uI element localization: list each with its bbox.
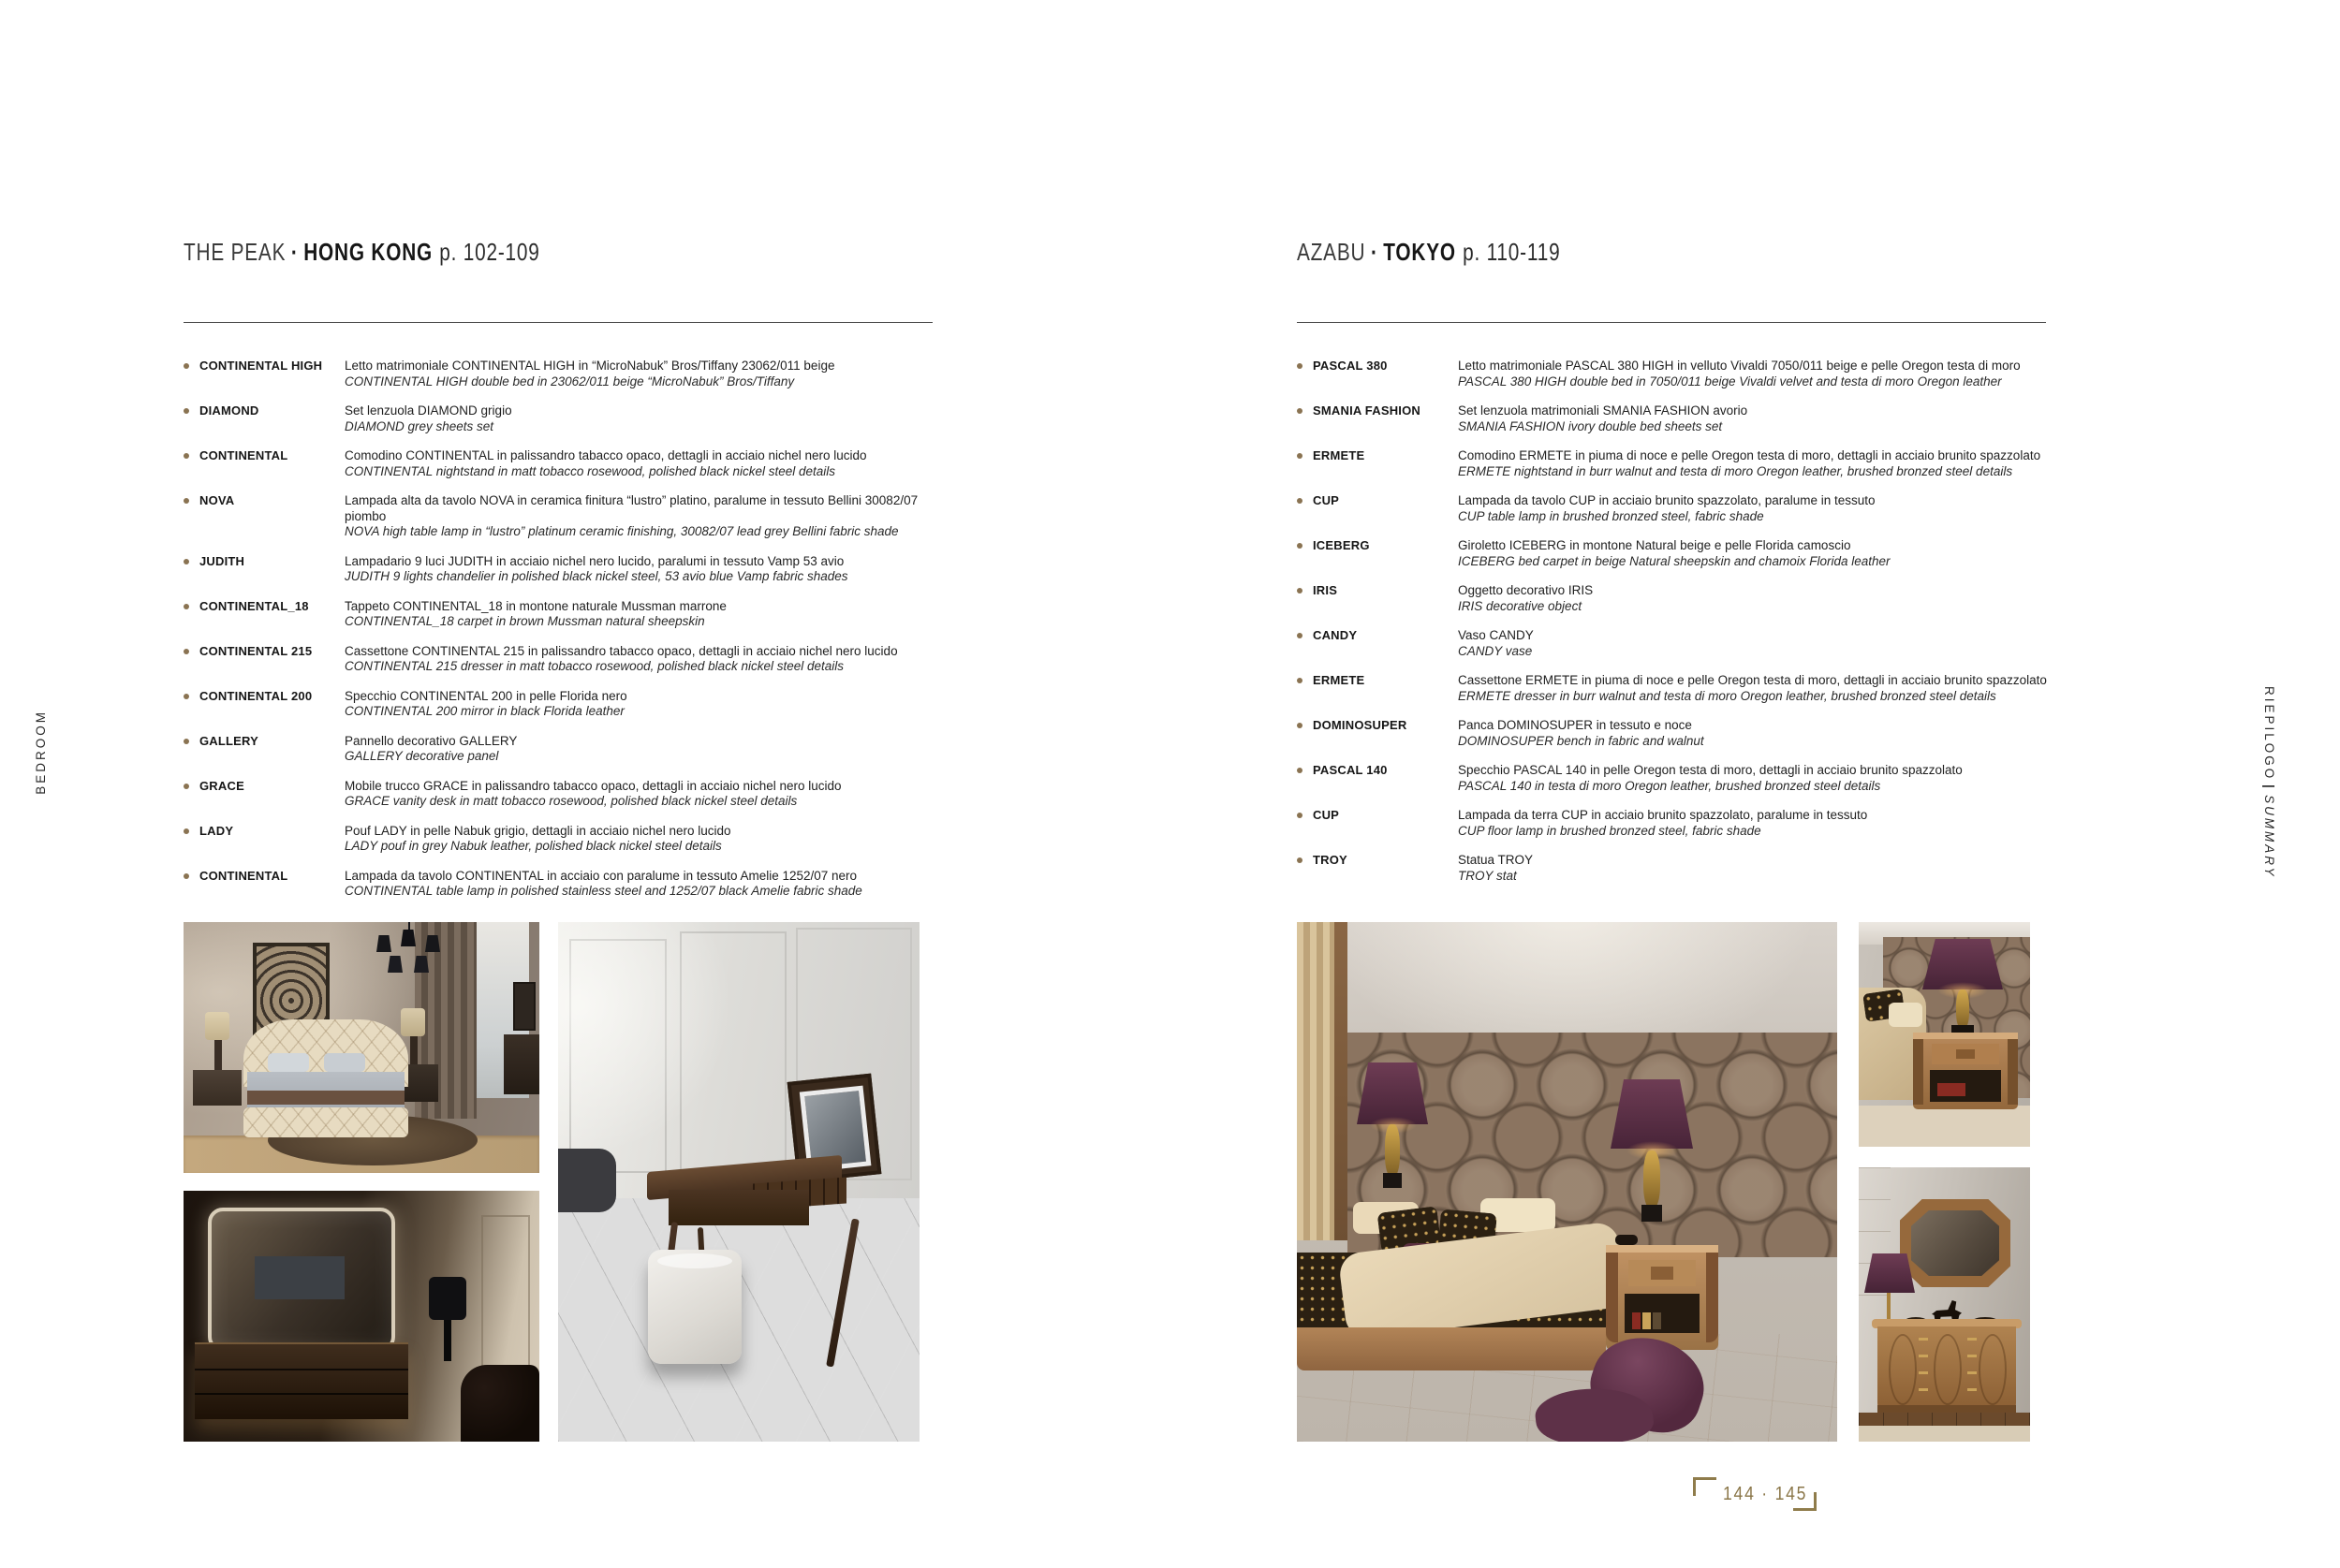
description-english: ICEBERG bed carpet in beige Natural sheepskin and chamoix Florida leather: [1458, 553, 1891, 568]
side-panel: [1606, 1253, 1618, 1342]
bullet-icon: [184, 559, 189, 564]
product-description: [345, 734, 944, 765]
summary-divider: |: [2262, 784, 2276, 792]
catalog-item: [184, 403, 944, 434]
description-italian: Giroletto ICEBERG in montone Natural beige e pelle Florida camoscio: [1458, 538, 1851, 552]
catalog-item: [184, 824, 944, 855]
book: [1642, 1312, 1651, 1329]
product-code: CONTINENTAL 200: [199, 688, 313, 703]
bullet-icon: [184, 649, 189, 654]
open-shelf: [1625, 1294, 1700, 1333]
catalog-item: [184, 644, 944, 675]
catalog-item: [1297, 718, 2057, 749]
bed: [1297, 1189, 1606, 1371]
description-english: DOMINOSUPER bench in fabric and walnut: [1458, 733, 1704, 748]
bullet-icon: [184, 363, 189, 369]
pillow: [1889, 1003, 1922, 1027]
catalog-item: [184, 689, 944, 720]
description-italian: Pouf LADY in pelle Nabuk grigio, dettagli in acciaio nichel nero lucido: [345, 823, 731, 838]
purple-lamp-shade: [1357, 1062, 1428, 1124]
description-italian: Specchio PASCAL 140 in pelle Oregon testa di moro, dettagli in acciaio brunito spazzolato: [1458, 763, 1963, 777]
catalog-item: [1297, 583, 2057, 614]
bullet-icon: [1297, 588, 1302, 593]
dresser: [195, 1342, 408, 1419]
octagonal-mirror: [1900, 1199, 2010, 1287]
bullet-icon: [184, 604, 189, 609]
bullet-icon: [184, 784, 189, 789]
catalog-item: [1297, 808, 2057, 839]
product-description: [1458, 403, 2057, 434]
description-italian: Specchio CONTINENTAL 200 in pelle Florida nero: [345, 688, 627, 703]
description-italian: Comodino CONTINENTAL in palissandro tabacco opaco, dettagli in acciaio nichel nero lucido: [345, 448, 867, 462]
marquetry-oval: [1889, 1334, 1917, 1405]
catalog-item: [1297, 763, 2057, 794]
product-description: [1458, 673, 2057, 704]
catalog-item: [1297, 673, 2057, 704]
bullet-icon: [184, 873, 189, 879]
dark-ottoman: [558, 1149, 616, 1212]
bullet-icon: [184, 408, 189, 414]
product-description: [345, 689, 944, 720]
description-english: CANDY vase: [1458, 643, 1533, 658]
brass-lamp-body: [1956, 989, 1969, 1029]
page-range: p. 110-119: [1463, 238, 1561, 266]
product-code: CONTINENTAL_18: [199, 598, 309, 613]
venue-name: AZABU: [1297, 238, 1366, 266]
bullet-icon: [1297, 723, 1302, 728]
plinth: [1877, 1405, 2016, 1413]
photo-nightstand-ermete: [1859, 922, 2030, 1147]
city-name: TOKYO: [1383, 238, 1456, 266]
lamp-base: [1383, 1173, 1402, 1188]
nightstand-top: [1606, 1245, 1718, 1253]
framed-picture: [513, 982, 536, 1031]
catalog-item: [184, 493, 944, 540]
title-dot: ·: [290, 238, 299, 266]
dresser: [1877, 1326, 2016, 1413]
description-english: CONTINENTAL table lamp in polished stainless steel and 1252/07 black Amelie fabric shade: [345, 884, 862, 898]
header-rule-right: [1297, 322, 2046, 323]
catalog-item: [1297, 493, 2057, 524]
section-label-bedroom: BEDROOM: [34, 710, 48, 795]
purple-lamp-shade: [1864, 1253, 1915, 1293]
description-english: CONTINENTAL nightstand in matt tobacco rosewood, polished black nickel steel details: [345, 463, 836, 478]
product-description: [1458, 853, 2057, 884]
bullet-icon: [1297, 408, 1302, 414]
description-italian: Cassettone ERMETE in piuma di noce e pelle Oregon testa di moro, dettagli in acciaio brunito spazzolato: [1458, 673, 2047, 687]
description-italian: Letto matrimoniale PASCAL 380 HIGH in velluto Vivaldi 7050/011 beige e pelle Oregon testa di moro: [1458, 359, 2021, 373]
brass-lamp-body: [1385, 1124, 1400, 1177]
pouf-top-highlight: [657, 1253, 732, 1268]
bracket-top-left-icon: [1693, 1477, 1716, 1496]
section-label-summary: [2262, 686, 2276, 879]
description-italian: Lampada da tavolo CONTINENTAL in acciaio con paralume in tessuto Amelie 1252/07 nero: [345, 868, 858, 883]
product-description: [345, 554, 944, 585]
description-english: ERMETE dresser in burr walnut and testa di moro Oregon leather, brushed bronzed steel details: [1458, 688, 1996, 703]
product-description: [345, 869, 944, 900]
title-dot: ·: [1370, 238, 1378, 266]
description-italian: Cassettone CONTINENTAL 215 in palissandro tabacco opaco, dettagli in acciaio nichel nero lucido: [345, 643, 898, 658]
page-title-right: [1297, 238, 1560, 267]
drawer-handles: [1967, 1338, 1977, 1341]
description-italian: Statua TROY: [1458, 853, 1534, 867]
description-english: CONTINENTAL_18 carpet in brown Mussman natural sheepskin: [345, 614, 705, 628]
nightstand: [1606, 1245, 1718, 1350]
throw-blanket: [247, 1091, 405, 1105]
description-italian: Pannello decorativo GALLERY: [345, 733, 518, 748]
product-code: JUDITH: [199, 553, 245, 568]
marquetry: [1956, 1049, 1975, 1059]
nightstand-top: [1913, 1033, 2018, 1039]
bullet-icon: [1297, 678, 1302, 683]
book: [1632, 1312, 1641, 1329]
catalog-item: [1297, 538, 2057, 569]
product-code: PASCAL 380: [1313, 359, 1388, 373]
product-description: [345, 644, 944, 675]
side-panel: [2008, 1039, 2018, 1105]
photo-bedroom-pascal: [1297, 922, 1837, 1442]
chandelier-shade: [376, 935, 391, 952]
bullet-icon: [1297, 543, 1302, 549]
description-english: TROY stat: [1458, 868, 1517, 883]
description-english: PASCAL 140 in testa di moro Oregon leather, brushed bronzed steel details: [1458, 778, 1881, 793]
product-code: CUP: [1313, 808, 1340, 822]
pillow: [324, 1053, 365, 1072]
product-description: [345, 779, 944, 810]
description-english: PASCAL 380 HIGH double bed in 7050/011 beige Vivaldi velvet and testa di moro Oregon leather: [1458, 374, 2002, 388]
product-code: LADY: [199, 823, 234, 838]
product-code: DIAMOND: [199, 403, 259, 418]
product-description: [1458, 359, 2057, 389]
product-code: PASCAL 140: [1313, 763, 1388, 777]
product-code: DOMINOSUPER: [1313, 718, 1407, 732]
marquetry: [1651, 1267, 1673, 1280]
product-description: [1458, 493, 2057, 524]
product-code: IRIS: [1313, 583, 1338, 597]
description-italian: Set lenzuola matrimoniali SMANIA FASHION avorio: [1458, 403, 1748, 418]
dark-bed-corner: [461, 1365, 539, 1442]
description-italian: Mobile trucco GRACE in palissandro tabacco opaco, dettagli in acciaio nichel nero lucido: [345, 778, 842, 793]
product-description: [1458, 718, 2057, 749]
description-english: NOVA high table lamp in “lustro” platinum ceramic finishing, 30082/07 lead grey Bellini fabric shade: [345, 524, 899, 538]
product-code: GRACE: [199, 778, 244, 793]
vanity-drawer: [669, 1190, 809, 1225]
page-numbers: 144 · 145: [1723, 1484, 1808, 1504]
catalog-item: [184, 599, 944, 630]
description-italian: Lampada da terra CUP in acciaio brunito spazzolato, paralume in tessuto: [1458, 808, 1868, 822]
description-italian: Panca DOMINOSUPER in tessuto e noce: [1458, 718, 1692, 732]
drawer-line: [195, 1393, 408, 1395]
bullet-icon: [1297, 363, 1302, 369]
photo-bedroom-continental: [184, 922, 539, 1173]
black-lamp-shade: [429, 1277, 466, 1320]
purple-lamp-shade: [1611, 1079, 1693, 1149]
mirror-glass: [1911, 1210, 1999, 1276]
product-code: ICEBERG: [1313, 538, 1370, 552]
bullet-icon: [184, 739, 189, 744]
product-code: CONTINENTAL: [199, 868, 288, 883]
book: [1653, 1312, 1661, 1329]
bed: [243, 1019, 408, 1137]
product-description: [1458, 583, 2057, 614]
header-rule-left: [184, 322, 933, 323]
bullet-icon: [1297, 857, 1302, 863]
floor: [1859, 1106, 2030, 1147]
description-english: SMANIA FASHION ivory double bed sheets set: [1458, 418, 1723, 433]
decor-object: [1615, 1235, 1638, 1245]
description-english: ERMETE nightstand in burr walnut and testa di moro Oregon leather, brushed bronzed steel details: [1458, 463, 2013, 478]
books: [1937, 1083, 1965, 1096]
product-description: [1458, 808, 2057, 839]
drawer: [1628, 1260, 1696, 1286]
bullet-icon: [1297, 633, 1302, 638]
catalog-item: [184, 359, 944, 389]
drawer-line: [195, 1369, 408, 1370]
bullet-icon: [1297, 498, 1302, 504]
description-italian: Vaso CANDY: [1458, 628, 1534, 642]
chandelier-shade: [414, 956, 429, 973]
bullet-icon: [1297, 813, 1302, 818]
tv-reflection: [255, 1256, 345, 1299]
pillow: [268, 1053, 309, 1072]
product-description: [345, 599, 944, 630]
description-english: CONTINENTAL 215 dresser in matt tobacco rosewood, polished black nickel steel details: [345, 659, 844, 673]
marquetry-oval: [1934, 1334, 1962, 1405]
page-title-left: [184, 238, 540, 267]
lamp-stem: [410, 1036, 418, 1064]
catalog-item: [184, 554, 944, 585]
footboard: [243, 1107, 408, 1137]
bullet-icon: [184, 453, 189, 459]
lamp-base: [1641, 1205, 1662, 1222]
product-code: CANDY: [1313, 628, 1358, 642]
product-description: [1458, 763, 2057, 794]
description-english: CONTINENTAL HIGH double bed in 23062/011 beige “MicroNabuk” Bros/Tiffany: [345, 374, 795, 388]
product-list-left: [184, 359, 944, 914]
product-description: [1458, 628, 2057, 659]
catalog-item: [184, 448, 944, 479]
bullet-icon: [184, 498, 189, 504]
chandelier-shade: [401, 930, 416, 946]
brass-lamp-body: [1643, 1150, 1660, 1209]
catalog-item: [1297, 403, 2057, 434]
backlit-mirror: [208, 1208, 395, 1352]
product-code: CONTINENTAL HIGH: [199, 359, 323, 373]
lamp-stem: [214, 1040, 222, 1070]
venue-name: THE PEAK: [184, 238, 287, 266]
product-description: [345, 824, 944, 855]
description-italian: Lampada da tavolo CUP in acciaio brunito spazzolato, paralume in tessuto: [1458, 493, 1876, 507]
catalog-item: [184, 734, 944, 765]
catalog-item: [184, 869, 944, 900]
page-number-marker: [1693, 1473, 1833, 1522]
catalog-item: [1297, 628, 2057, 659]
description-english: CUP floor lamp in brushed bronzed steel, fabric shade: [1458, 823, 1761, 838]
description-english: GRACE vanity desk in matt tobacco rosewood, polished black nickel steel details: [345, 794, 798, 808]
sideboard: [504, 1034, 539, 1094]
summary-label-it: RIEPILOGO: [2262, 686, 2276, 782]
city-name: HONG KONG: [303, 238, 433, 266]
drawer: [1932, 1044, 1999, 1064]
description-english: GALLERY decorative panel: [345, 749, 499, 763]
table-lamp: [205, 1012, 229, 1040]
description-italian: Lampada alta da tavolo NOVA in ceramica finitura “lustro” platino, paralume in tessuto Bellini 30082/07 piombo: [345, 493, 919, 523]
rug: [1859, 1426, 2030, 1442]
bullet-icon: [184, 828, 189, 834]
marquetry-oval: [1979, 1334, 2007, 1405]
chandelier-shade: [425, 935, 440, 952]
nightstand: [193, 1070, 242, 1106]
description-italian: Oggetto decorativo IRIS: [1458, 583, 1594, 597]
summary-label-en: SUMMARY: [2262, 795, 2276, 879]
side-panel: [1913, 1039, 1923, 1105]
product-description: [345, 493, 944, 540]
product-code: GALLERY: [199, 733, 259, 748]
nightstand: [1913, 1033, 2018, 1109]
product-description: [345, 448, 944, 479]
open-shelf: [1930, 1070, 2001, 1102]
product-code: ERMETE: [1313, 673, 1365, 687]
product-description: [345, 359, 944, 389]
description-english: IRIS decorative object: [1458, 598, 1582, 613]
product-code: CONTINENTAL 215: [199, 643, 313, 658]
photo-dresser-mirror: [184, 1191, 539, 1442]
description-english: JUDITH 9 lights chandelier in polished black nickel steel, 53 avio blue Vamp fabric shades: [345, 569, 848, 583]
pouf: [648, 1250, 742, 1364]
bracket-bottom-right-icon: [1793, 1492, 1817, 1511]
product-code: CONTINENTAL: [199, 448, 288, 462]
description-italian: Lampadario 9 luci JUDITH in acciaio nichel nero lucido, paralumi in tessuto Vamp 53 avio: [345, 553, 845, 568]
photo-dresser-pascal: [1859, 1167, 2030, 1442]
bullet-icon: [184, 694, 189, 699]
photo-vanity-grace: [558, 922, 920, 1442]
wood-floor: [1859, 1413, 2030, 1426]
leather-bed-base: [1297, 1327, 1606, 1370]
product-description: [345, 403, 944, 434]
chandelier: [367, 922, 451, 980]
description-english: CONTINENTAL 200 mirror in black Florida leather: [345, 704, 625, 718]
description-italian: Set lenzuola DIAMOND grigio: [345, 403, 512, 418]
product-description: [1458, 538, 2057, 569]
catalog-item: [1297, 359, 2057, 389]
description-italian: Letto matrimoniale CONTINENTAL HIGH in “MicroNabuk” Bros/Tiffany 23062/011 beige: [345, 359, 835, 373]
product-list-right: [1297, 359, 2057, 898]
product-code: CUP: [1313, 493, 1340, 507]
product-code: NOVA: [199, 493, 235, 507]
description-english: DIAMOND grey sheets set: [345, 418, 494, 433]
side-panel: [1706, 1253, 1718, 1342]
description-italian: Comodino ERMETE in piuma di noce e pelle Oregon testa di moro, dettagli in acciaio brunito spazzolato: [1458, 448, 2041, 462]
catalog-item: [1297, 853, 2057, 884]
page-range: p. 102-109: [439, 238, 540, 266]
bullet-icon: [1297, 453, 1302, 459]
description-english: CUP table lamp in brushed bronzed steel, fabric shade: [1458, 508, 1764, 523]
description-english: LADY pouf in grey Nabuk leather, polished black nickel steel details: [345, 839, 722, 853]
catalog-item: [1297, 448, 2057, 479]
lamp-stem: [444, 1320, 451, 1361]
drawer-handles: [1919, 1338, 1928, 1341]
product-code: SMANIA FASHION: [1313, 403, 1420, 418]
window: [1859, 1167, 1891, 1326]
product-code: TROY: [1313, 853, 1347, 867]
wall-molding: [481, 1215, 530, 1369]
product-code: ERMETE: [1313, 448, 1365, 462]
catalog-item: [184, 779, 944, 810]
product-description: [1458, 448, 2057, 479]
chandelier-shade: [388, 956, 403, 973]
description-italian: Tappeto CONTINENTAL_18 in montone naturale Mussman marrone: [345, 598, 727, 613]
bullet-icon: [1297, 768, 1302, 773]
